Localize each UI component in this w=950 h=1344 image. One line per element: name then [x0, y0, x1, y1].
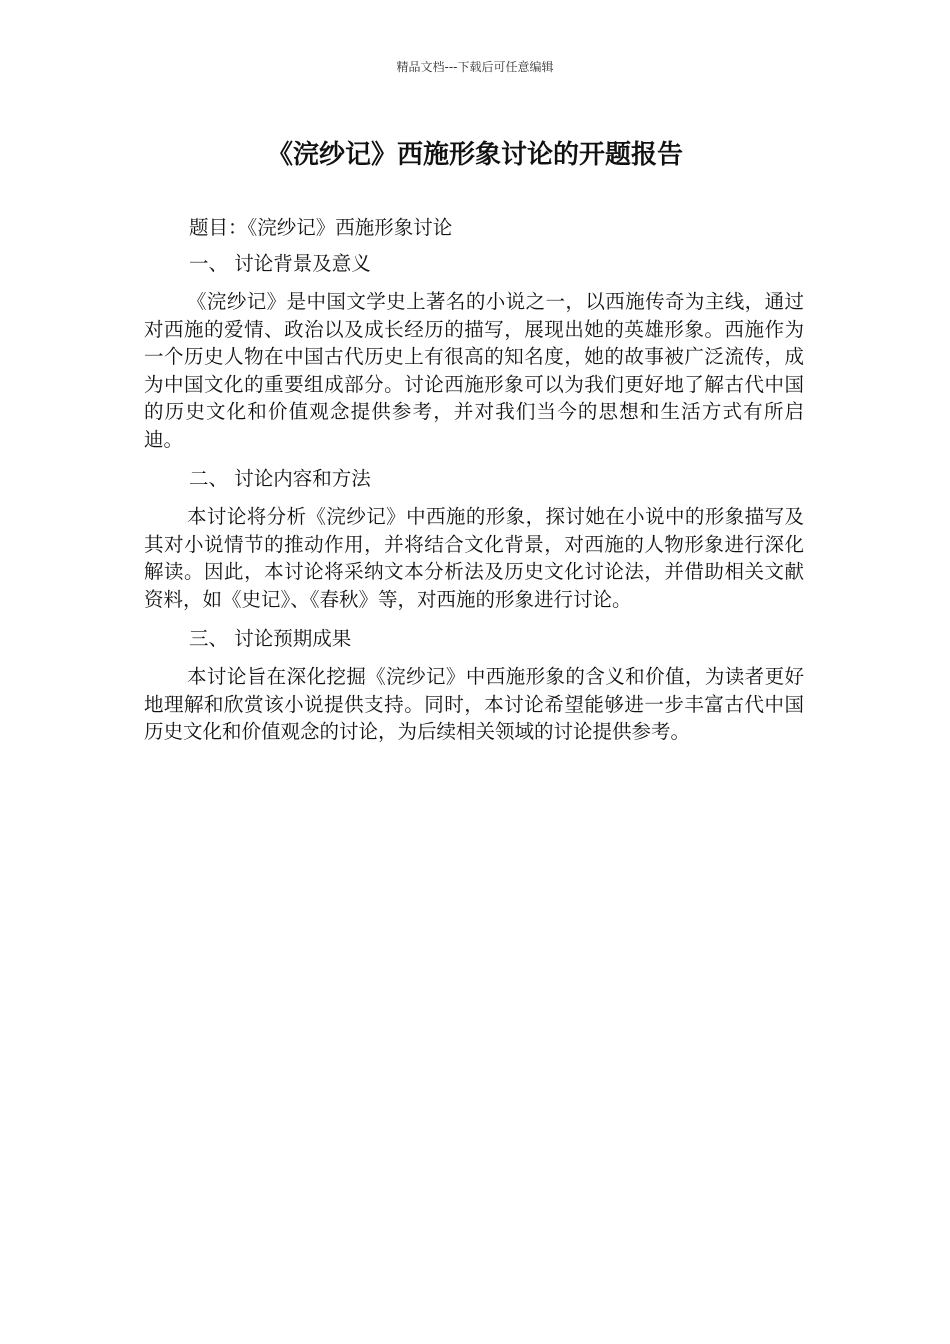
section-paragraph-content-method: 本讨论将分析《浣纱记》中西施的形象，探讨她在小说中的形象描写及其对小说情节的推动作用，并将结合文化背景，对西施的人物形象进行深化解读。因此，本讨论将采纳文本分析法及历史文化讨论法，并借助相关文献资料，如《史记》、《春秋》等，对西施的形象进行讨论。: [144, 505, 804, 611]
section-heading-expected-results: 三、 讨论预期成果: [189, 627, 352, 650]
page-header-note: 精品文档---下载后可任意编辑: [396, 60, 554, 74]
section-paragraph-background: 《浣纱记》是中国文学史上著名的小说之一，以西施传奇为主线，通过对西施的爱情、政治以及成长经历的描写，展现出她的英雄形象。西施作为一个历史人物在中国古代历史上有很高的知名度，她的故事被广泛流传，成为中国文化的重要组成部分。讨论西施形象可以为我们更好地了解古代中国的历史文化和价值观念提供参考，并对我们当今的思想和生活方式有所启迪。: [144, 290, 804, 451]
section-heading-content-method: 二、 讨论内容和方法: [189, 467, 371, 490]
document-body: [144, 210, 804, 754]
topic-line: 题目：《浣纱记》西施形象讨论: [189, 216, 453, 239]
document-title: 《浣纱记》西施形象讨论的开题报告: [266, 140, 683, 170]
section-heading-background: 一、 讨论背景及意义: [189, 252, 371, 275]
section-paragraph-expected-results: 本讨论旨在深化挖掘《浣纱记》中西施形象的含义和价值，为读者更好地理解和欣赏该小说提供支持。同时，本讨论希望能够进一步丰富古代中国历史文化和价值观念的讨论，为后续相关领域的讨论提供参考。: [144, 665, 804, 743]
